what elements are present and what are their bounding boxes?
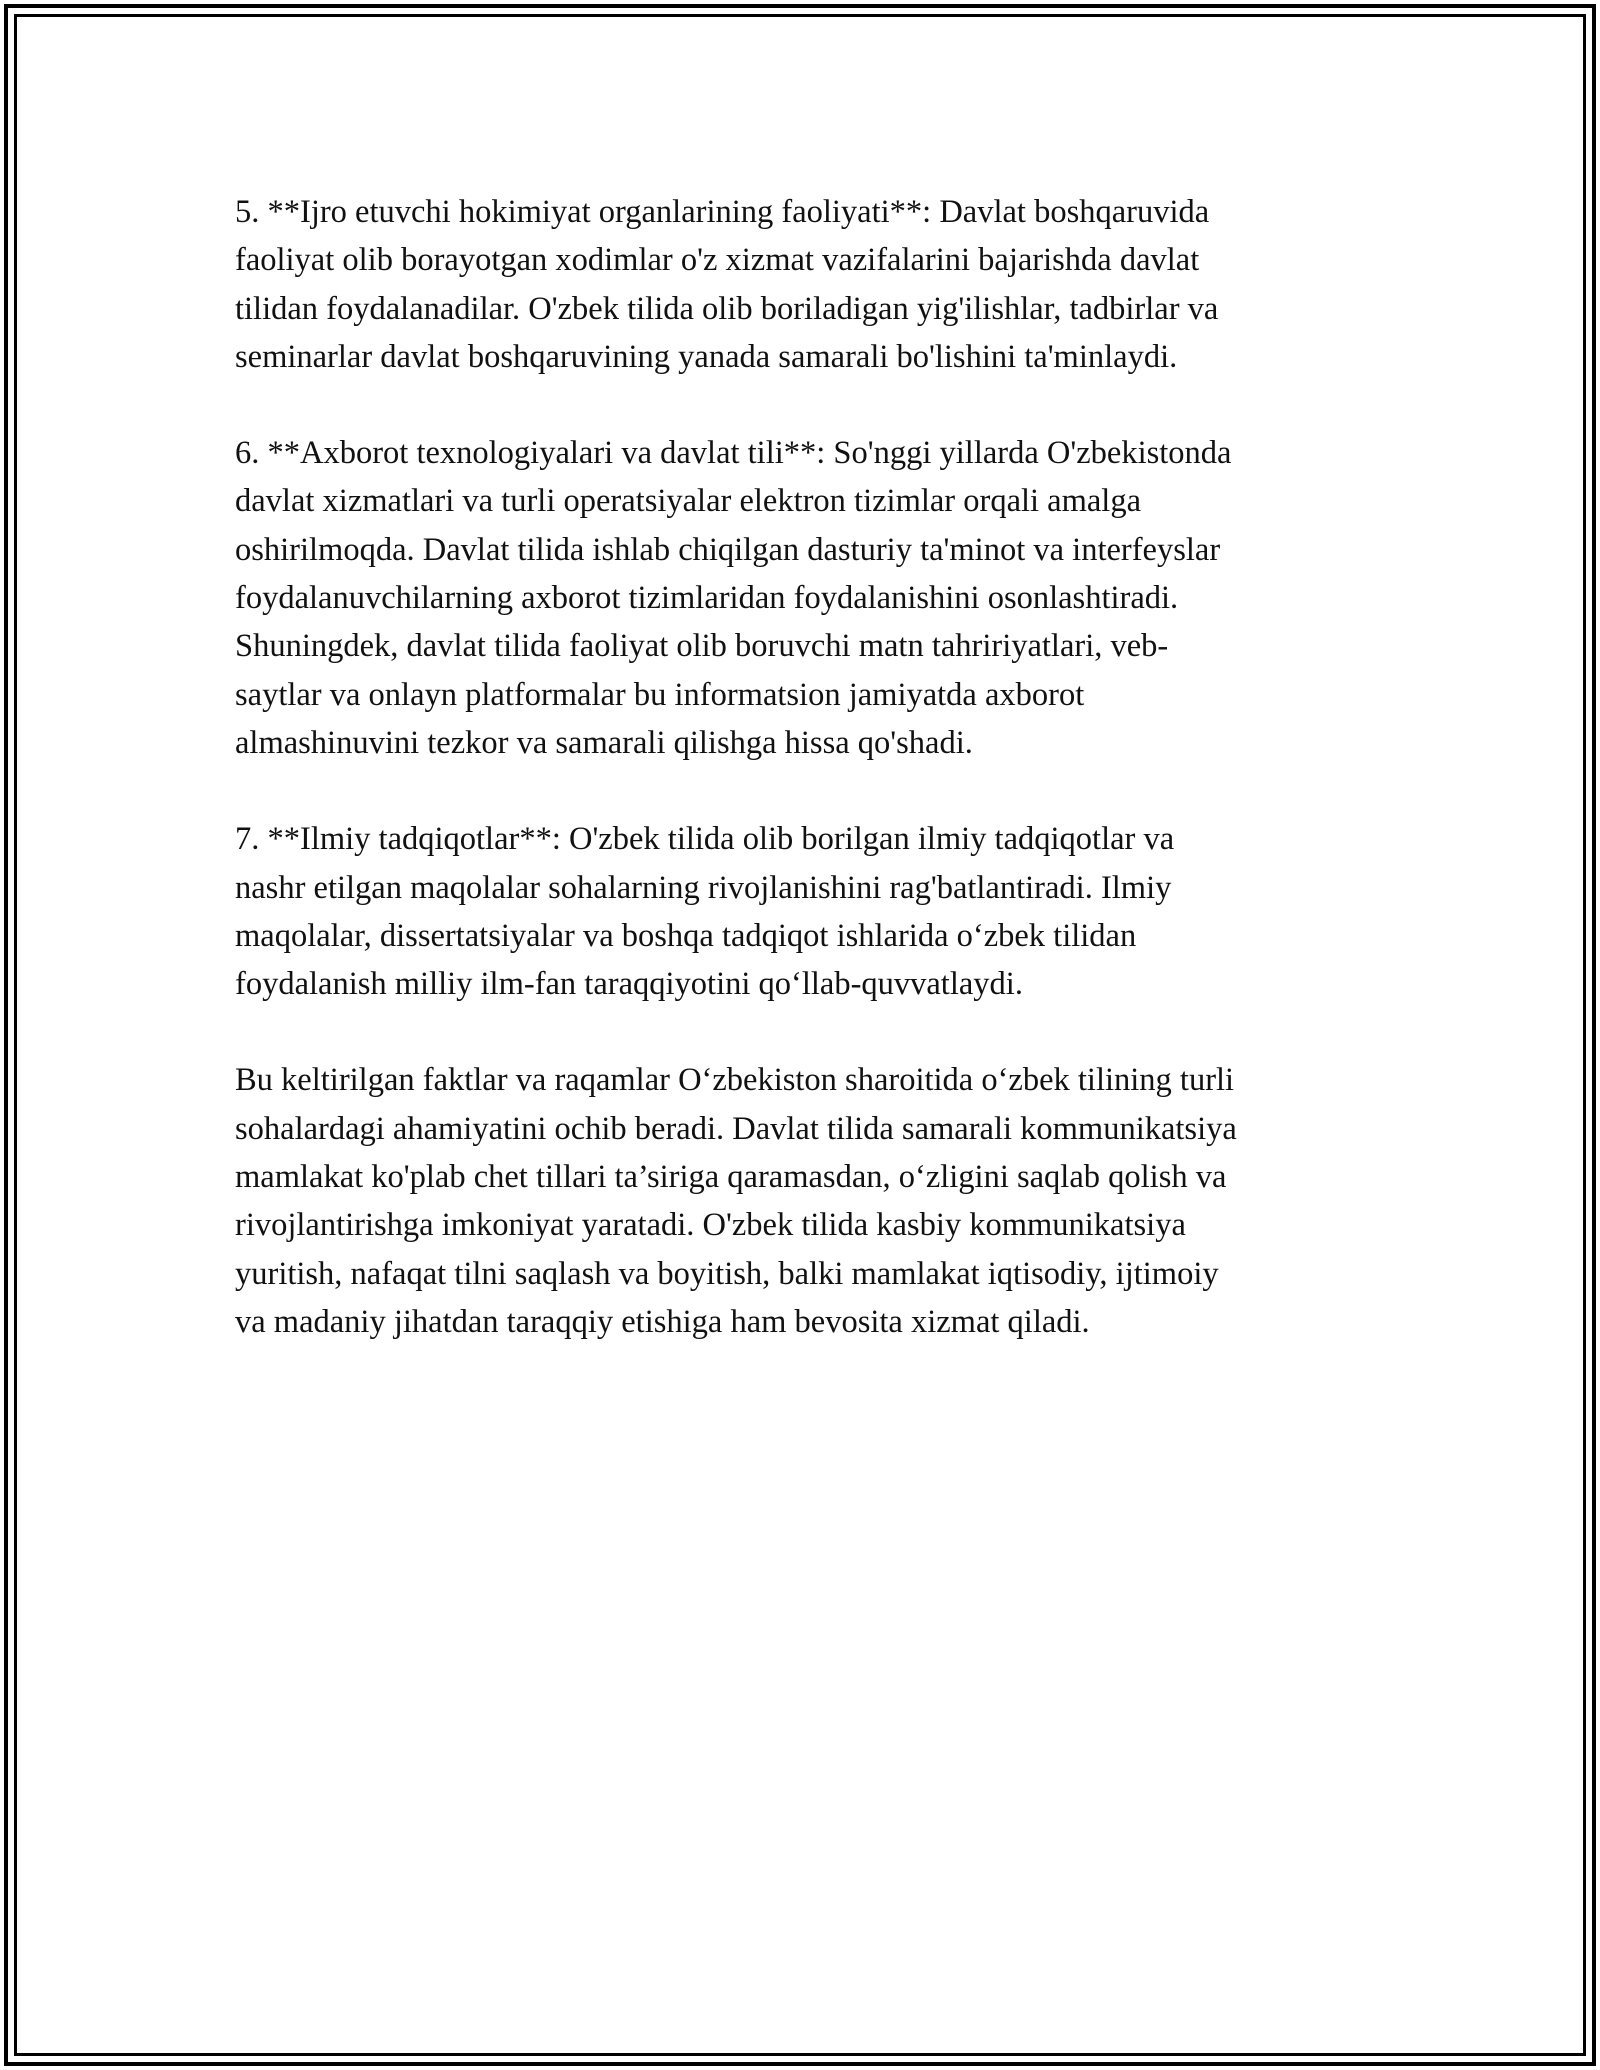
paragraph-scientific-research: 7. **Ilmiy tadqiqotlar**: O'zbek tilida olib borilgan ilmiy tadqiqotlar va nashr etilgan maqolalar sohalarning rivojlanishini rag'batlantiradi. Ilmiy maqolalar, dissertatsiyalar va boshqa tadqiqot ishlarida o‘zbek tilidan foydalanish milliy ilm-fan taraqqiyotini qo‘llab-quvvatlaydi. <box>235 821 1175 1003</box>
document-body <box>235 188 1375 1394</box>
paragraph-conclusion: Bu keltirilgan faktlar va raqamlar O‘zbekiston sharoitida o‘zbek tilining turli sohalardagi ahamiyatini ochib beradi. Davlat tilida samarali kommunikatsiya mamlakat ko'plab chet tillari ta’siriga qaramasdan, o‘zligini saqlab qolish va rivojlantirishga imkoniyat yaratadi. O'zbek tilida kasbiy kommunikatsiya yuritish, nafaqat tilni saqlash va boyitish, balki mamlakat iqtisodiy, ijtimoiy va madaniy jihatdan taraqqiy etishiga ham bevosita xizmat qiladi. <box>235 1062 1237 1340</box>
paragraph-information-technology: 6. **Axborot texnologiyalari va davlat tili**: So'nggi yillarda O'zbekistonda davlat xizmatlari va turli operatsiyalar elektron tizimlar orqali amalga oshirilmoqda. Davlat tilida ishlab chiqilgan dasturiy ta'minot va interfeyslar foydalanuvchilarning axborot tizimlaridan foydalanishini osonlashtiradi. Shuningdek, davlat tilida faoliyat olib boruvchi matn tahririyatlari, veb- saytlar va onlayn platformalar bu informatsion jamiyatda axborot almashinuvini tezkor va samarali qilishga hissa qo'shadi. <box>235 435 1232 761</box>
paragraph-executive-bodies: 5. **Ijro etuvchi hokimiyat organlarining faoliyati**: Davlat boshqaruvida faoliyat olib borayotgan xodimlar o'z xizmat vazifalarini bajarishda davlat tilidan foydalanadilar. O'zbek tilida olib boriladigan yig'ilishlar, tadbirlar va seminarlar davlat boshqaruvining yanada samarali bo'lishini ta'minlaydi. <box>235 194 1219 375</box>
